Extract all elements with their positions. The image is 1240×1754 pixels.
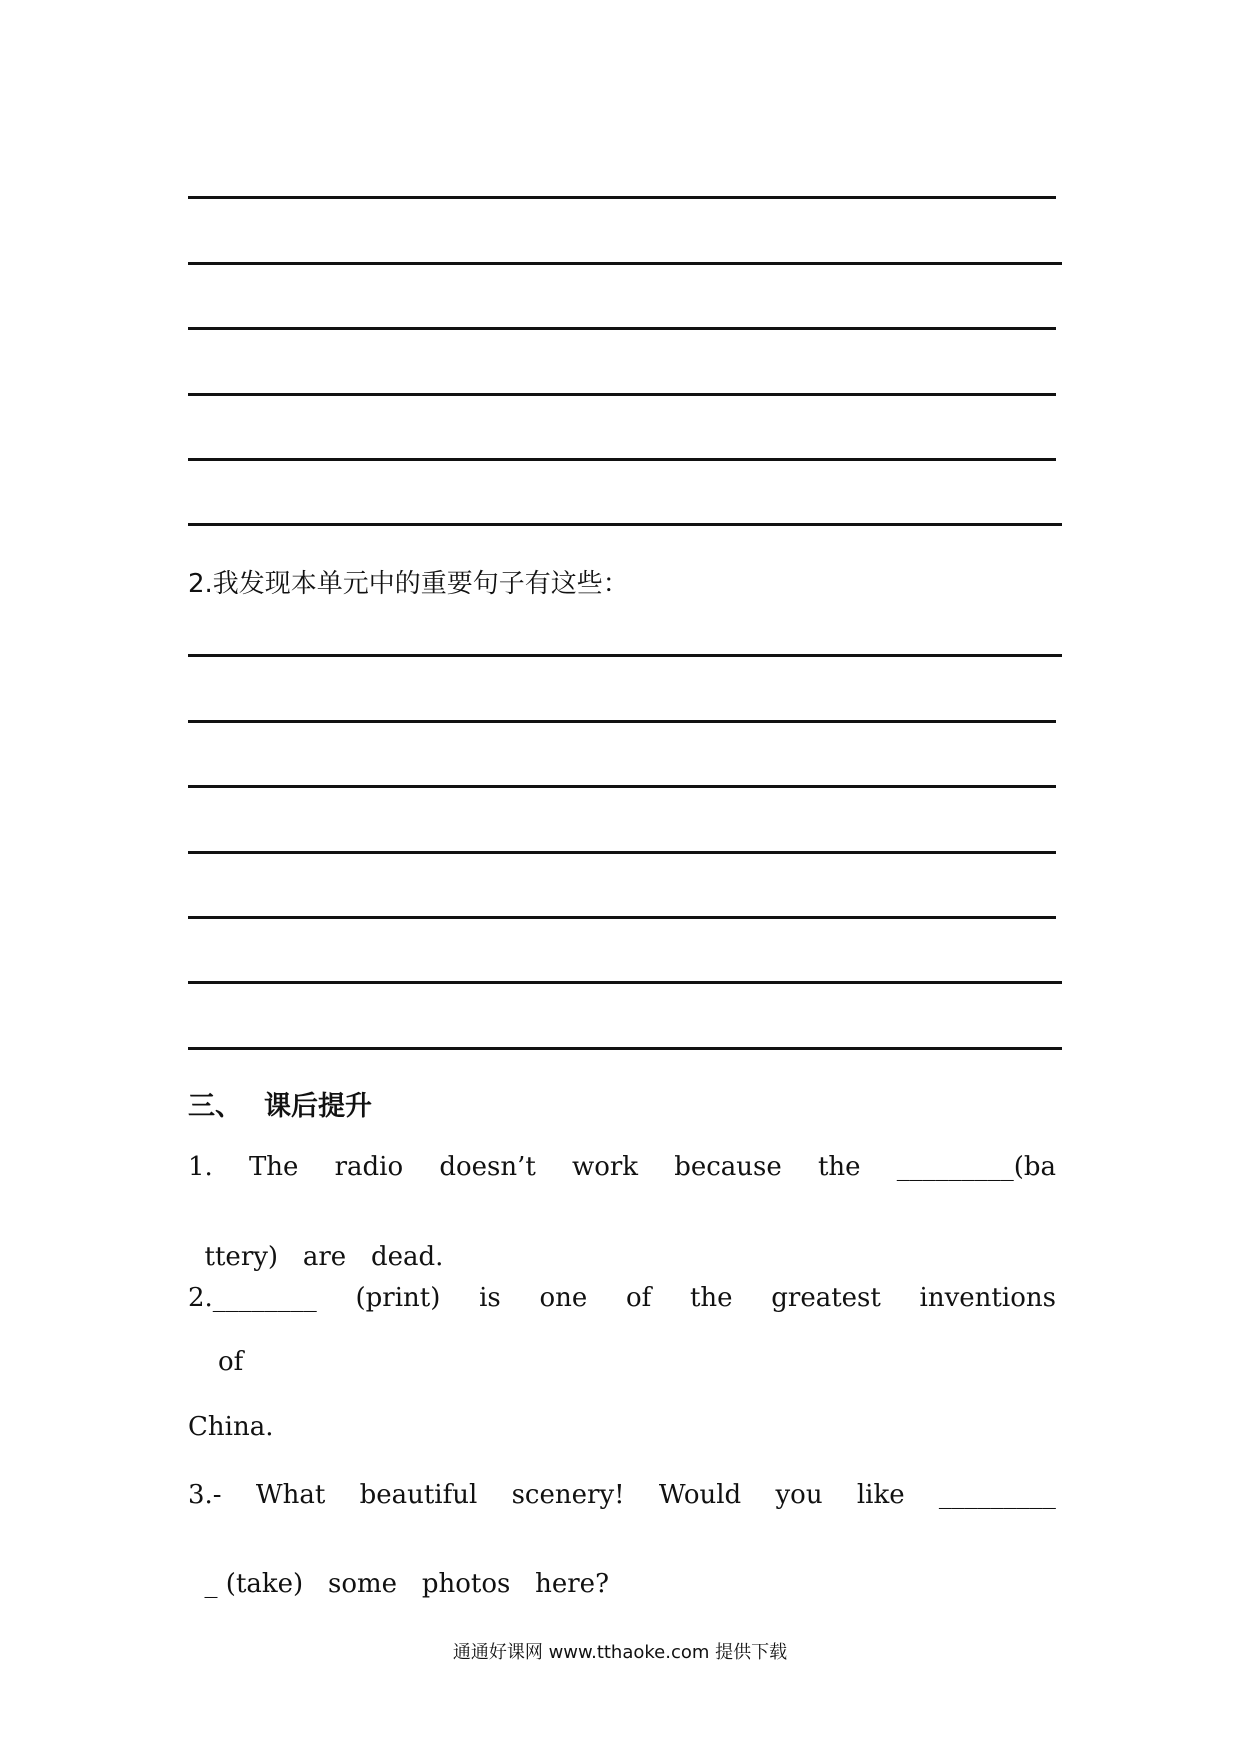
answer-line[interactable] — [188, 654, 1062, 657]
word: some — [327, 1569, 398, 1599]
word: (take) — [225, 1569, 304, 1599]
footer-text: 通通好课网 www.tthaoke.com 提供下载 — [452, 1642, 788, 1663]
question-2-line-1 — [188, 1283, 1056, 1313]
word: you — [775, 1480, 823, 1510]
word: (print) — [355, 1283, 441, 1313]
word: the — [689, 1283, 733, 1313]
answer-line[interactable] — [188, 327, 1056, 330]
question-2-line-2: of — [218, 1347, 244, 1377]
blank-field[interactable]: _ — [204, 1569, 218, 1599]
word: What — [255, 1480, 326, 1510]
word: are — [302, 1242, 347, 1272]
answer-line[interactable] — [188, 262, 1062, 265]
answer-line[interactable] — [188, 523, 1062, 526]
word: photos — [421, 1569, 511, 1599]
blank-field[interactable]: 2.________ — [188, 1283, 317, 1313]
word: The — [248, 1152, 299, 1182]
word: is — [479, 1283, 501, 1313]
word: work — [571, 1152, 639, 1182]
answer-line[interactable] — [188, 393, 1056, 396]
word: the — [817, 1152, 861, 1182]
word: 1. — [188, 1152, 213, 1182]
answer-line[interactable] — [188, 720, 1056, 723]
word: here? — [535, 1569, 610, 1599]
word: Would — [658, 1480, 742, 1510]
word: beautiful — [359, 1480, 478, 1510]
word: inventions — [919, 1283, 1056, 1313]
question-2-line-3: China. — [188, 1412, 274, 1442]
answer-line[interactable] — [188, 851, 1056, 854]
blank-field[interactable]: _________(ba — [896, 1152, 1056, 1182]
answer-line[interactable] — [188, 458, 1056, 461]
word: dead. — [371, 1242, 444, 1272]
answer-line[interactable] — [188, 1047, 1062, 1050]
answer-line[interactable] — [188, 785, 1056, 788]
word: doesn’t — [439, 1152, 536, 1182]
word: ttery) — [204, 1242, 279, 1272]
question-3-line-1 — [188, 1480, 1056, 1510]
question-1-line-2 — [188, 1218, 443, 1270]
answer-line[interactable] — [188, 916, 1056, 919]
word: radio — [334, 1152, 404, 1182]
answer-line[interactable] — [188, 196, 1056, 199]
blank-field[interactable]: _________ — [938, 1480, 1056, 1510]
word: because — [674, 1152, 782, 1182]
word: like — [856, 1480, 905, 1510]
word: of — [625, 1283, 652, 1313]
section3-title: 课后提升 — [264, 1091, 372, 1122]
question-3-line-2 — [188, 1545, 609, 1597]
word: greatest — [771, 1283, 881, 1313]
section3-number: 三、 — [188, 1091, 242, 1122]
answer-line[interactable] — [188, 981, 1062, 984]
word: 3.- — [188, 1480, 222, 1510]
word: one — [539, 1283, 588, 1313]
section2-prompt: 2.我发现本单元中的重要句子有这些： — [188, 569, 629, 599]
word: scenery! — [511, 1480, 625, 1510]
question-1-line-1 — [188, 1152, 1056, 1182]
